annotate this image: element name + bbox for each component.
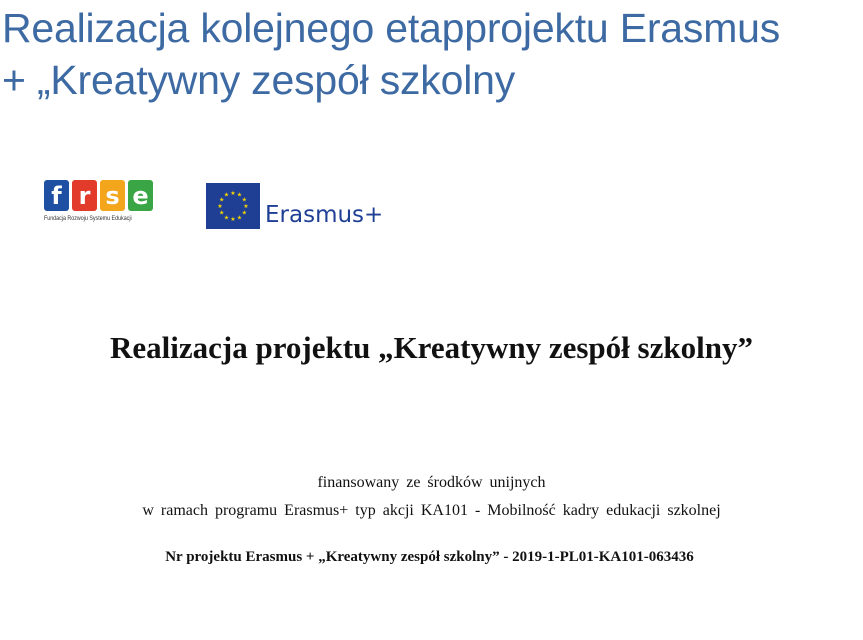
frse-logo (44, 180, 164, 232)
program-line: w ramach programu Erasmus+ typ akcji KA101 - Mobilność kadry edukacji szkolnej (142, 502, 721, 519)
page-heading-line-1: Realizacja kolejnego etapprojektu Erasmus (2, 5, 781, 51)
erasmus-wordmark: Erasmus+ (265, 202, 384, 228)
eu-star-icon: ★ (219, 210, 225, 217)
eu-star-icon: ★ (236, 215, 243, 222)
document-title: Realizacja projektu „Kreatywny zespół szkolny” (110, 330, 753, 365)
erasmus-plus-logo (206, 183, 383, 229)
eu-star-icon: ★ (217, 204, 223, 210)
project-number-line: Nr projektu Erasmus + „Kreatywny zespół szkolny” - 2019-1-PL01-KA101-063436 (165, 549, 694, 565)
frse-letters (44, 180, 164, 211)
eu-flag-icon (206, 183, 260, 229)
frse-letter-f: f (44, 180, 69, 211)
eu-star-icon: ★ (223, 215, 230, 222)
page-heading (2, 2, 860, 106)
frse-letter-e: e (128, 180, 153, 211)
page-heading-line-2: + „Kreatywny zespół szkolny (2, 57, 516, 103)
eu-star-icon: ★ (223, 192, 230, 199)
frse-letter-r: r (72, 180, 97, 211)
eu-star-icon: ★ (230, 191, 236, 197)
frse-caption: Fundacja Rozwoju Systemu Edukacji (44, 215, 132, 222)
eu-star-icon: ★ (236, 192, 243, 199)
eu-star-icon: ★ (243, 204, 249, 210)
eu-star-icon: ★ (219, 197, 225, 204)
eu-star-icon: ★ (241, 210, 247, 217)
frse-letter-s: s (100, 180, 125, 211)
funding-line: finansowany ze środków unijnych (317, 474, 546, 491)
eu-star-icon: ★ (241, 197, 247, 204)
eu-star-icon: ★ (230, 217, 236, 223)
